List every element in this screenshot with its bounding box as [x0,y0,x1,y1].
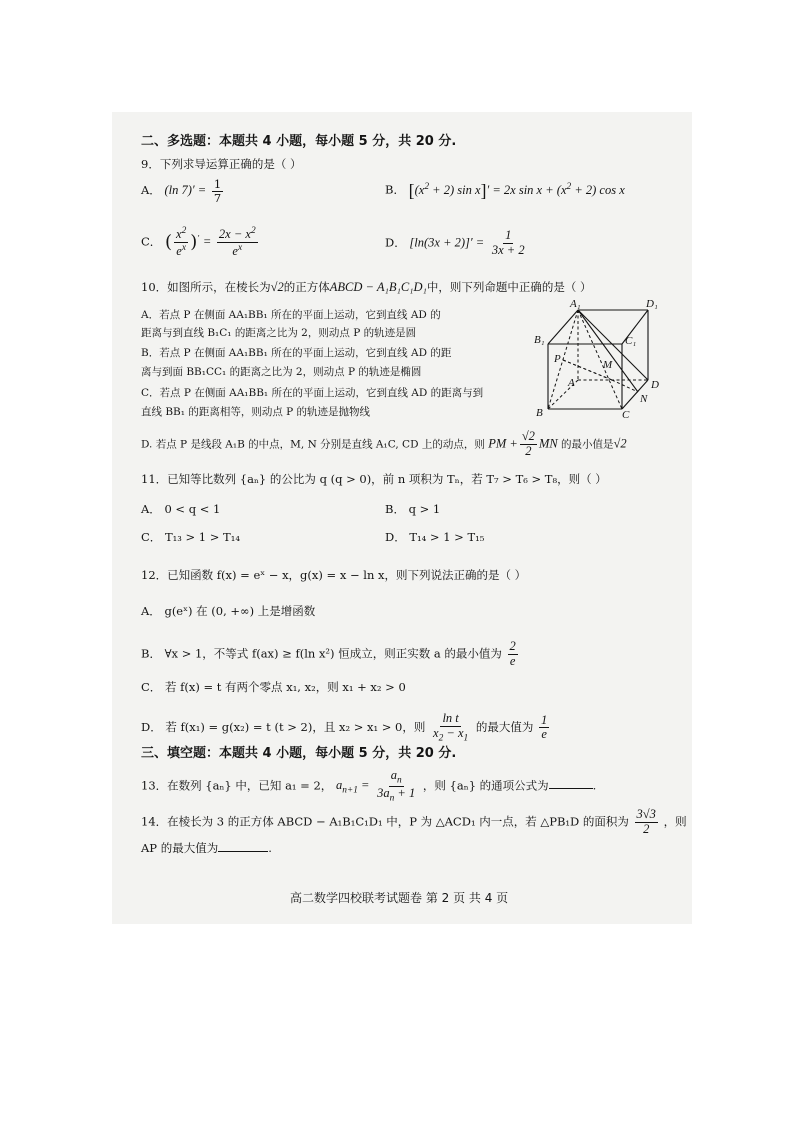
question-13: 13．在数列 {aₙ} 中，已知 a₁ = 2， $a_{n+1}$ = $\frac{a_n}{3a_n + 1}$ ，则 {aₙ} 的通项公式为 . [141,768,597,804]
question-10-option-c-line1: C．若点 P 在侧面 AA₁BB₁ 所在的平面上运动，它到直线 AD 的距离与到 [141,387,484,399]
question-12-option-c: C． 若 f(x) = t 有两个零点 x₁, x₂，则 x₁ + x₂ > 0 [141,680,406,694]
question-11-option-a: A． 0 < q < 1 [141,502,221,516]
segment-a1c-hidden [578,310,622,409]
question-11-option-d: D． T₁₄ > 1 > T₁₅ [385,530,485,544]
question-10-option-d: D. 若点 P 是线段 A₁B 的中点，M, N 分别是直线 A₁C, CD 上的动点，则 PM + $\frac{√2}{2}$ MN 的最小值是√2 [141,429,627,458]
question-10-stem: 10．如图所示，在棱长为√2的正方体ABCD − A₁B₁C₁D₁中，则下列命题中正确的是（ ） [141,280,592,294]
segment-a1d [578,310,648,380]
section-heading-multiple-choice: 二、多选题：本题共 4 小题，每小题 5 分，共 20 分. [141,134,457,149]
label-n: N [640,393,648,405]
question-9-option-c: C． ( $\frac{x^2}{e^x}$ )′ = $\frac{2x - x^2}{e^x}$ [141,226,256,259]
question-11-option-b: B． q > 1 [385,502,441,516]
question-9-option-a: A． (ln 7)′ = $\frac{1}{7}$ [141,177,222,205]
answer-blank-13[interactable] [549,777,593,789]
question-11-option-c: C． T₁₃ > 1 > T₁₄ [141,530,240,544]
label-a1: A₁ [570,298,581,310]
question-12-option-b: B． ∀x > 1，不等式 f(ax) ≥ f(ln x²) 恒成立，则正实数 a 的最小值为 $\frac{2}{e}$ [141,639,516,668]
question-11-stem: 11．已知等比数列 {aₙ} 的公比为 q (q > 0)，前 n 项积为 Tₙ，若 T₇ > T₆ > T₈，则（ ） [141,472,607,486]
label-b: B [536,407,543,419]
label-c1: C₁ [625,335,637,347]
page-footer: 高二数学四校联考试题卷 第 2 页 共 4 页 [290,891,509,905]
label-c: C [622,409,630,421]
cube-edge-b1a1 [548,310,578,344]
question-10-option-b-line2: 离与到面 BB₁CC₁ 的距离之比为 2，则动点 P 的轨迹是椭圆 [141,366,422,378]
question-12-option-d: D． 若 f(x₁) = g(x₂) = t (t > 2)，且 x₂ > x₁ > 0，则 $\frac{\text{ln t}}{x_2 - x_1}$ 的最大值为 $\frac{1}{e}$ [141,711,548,744]
question-10-option-c-line2: 直线 BB₁ 的距离相等，则动点 P 的轨迹是抛物线 [141,406,371,418]
cube-figure [530,296,666,422]
label-d: D [651,379,659,391]
question-10-option-b-line1: B．若点 P 在侧面 AA₁BB₁ 所在的平面上运动，它到直线 AD 的距 [141,347,452,359]
section-heading-fill-in: 三、填空题：本题共 4 小题，每小题 5 分，共 20 分. [141,746,457,761]
question-14-line2: AP 的最大值为 . [141,841,272,855]
label-a: A [568,377,575,389]
label-p: P [554,353,561,365]
question-14-line1: 14．在棱长为 3 的正方体 ABCD − A₁B₁C₁D₁ 中，P 为 △ACD₁ 内一点，若 △PB₁D 的面积为 $\frac{3√3}{2}$ ，则 [141,807,687,836]
question-9-option-d: D． [ln(3x + 2)]′ = $\frac{1}{3x + 2}$ [385,228,525,257]
label-b1: B₁ [534,334,545,346]
question-12-stem: 12．已知函数 f(x) = eˣ − x，g(x) = x − ln x，则下列说法正确的是（ ） [141,568,527,582]
answer-blank-14[interactable] [218,840,268,852]
label-m: M [603,359,613,371]
segment-a1b-hidden [548,310,578,409]
label-d1: D₁ [646,298,658,310]
question-9-stem: 9．下列求导运算正确的是（ ） [141,157,302,171]
question-12-option-a: A． g(eˣ) 在 (0, +∞) 上是增函数 [141,604,316,618]
question-9-option-b: B． [$(x^2 + 2)$ sin x]′ = 2x $\sin x + (x^2 + 2)$ cos x [385,180,625,200]
question-10-option-a-line1: A．若点 P 在侧面 AA₁BB₁ 所在的平面上运动，它到直线 AD 的 [141,309,441,321]
question-10-option-a-line2: 距离与到直线 B₁C₁ 的距离之比为 2，则动点 P 的轨迹是圆 [141,327,417,339]
